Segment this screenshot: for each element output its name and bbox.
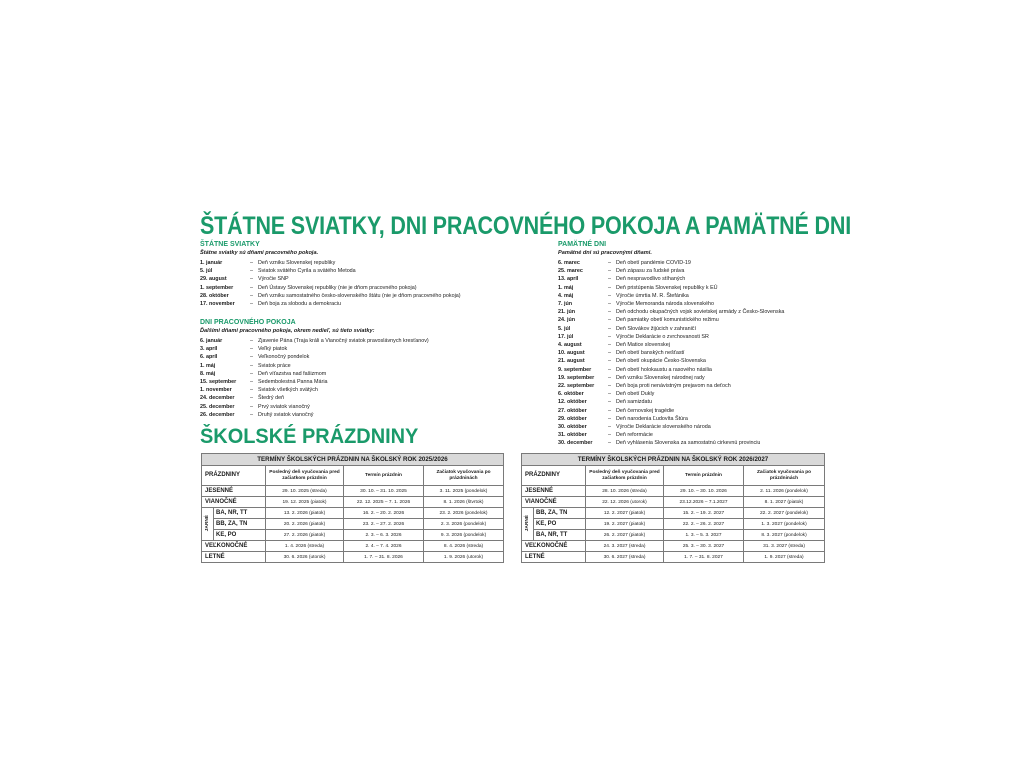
holiday-name: Veľký piatok xyxy=(258,346,288,353)
holiday-name: Výročie úmrtia M. R. Štefánika xyxy=(616,292,689,299)
start-cell: 1. 9. 2026 (utorok) xyxy=(424,552,504,563)
dash-separator: – xyxy=(250,379,253,386)
holiday-name: Prvý sviatok vianočný xyxy=(258,403,310,410)
holiday-name: Výročie Memoranda národa slovenského xyxy=(616,301,714,308)
holiday-name: Výročie Deklarácie o zvrchovanosti SR xyxy=(616,333,709,340)
table-row xyxy=(202,552,504,563)
table-row xyxy=(202,530,504,541)
start-cell: 9. 3. 2026 (pondelok) xyxy=(424,530,504,541)
holiday-date: 6. apríl xyxy=(200,354,218,361)
holiday-date: 29. august xyxy=(200,276,227,283)
dash-separator: – xyxy=(250,370,253,377)
start-cell: 8. 1. 2027 (piatok) xyxy=(744,497,825,508)
holiday-type-label: VIANOČNÉ xyxy=(522,497,586,508)
last-day-cell: 13. 2. 2026 (piatok) xyxy=(266,508,344,519)
list-item xyxy=(558,431,784,439)
dash-separator: – xyxy=(608,342,611,349)
region-label: BA, NR, TT xyxy=(534,530,586,541)
holiday-name: Deň boja za slobodu a demokraciu xyxy=(258,301,342,308)
term-cell: 29. 10. – 30. 10. 2026 xyxy=(664,486,744,497)
holiday-name: Deň zápasu za ľudské práva xyxy=(616,268,685,275)
start-cell: 1. 9. 2027 (streda) xyxy=(744,552,825,563)
holiday-name: Deň narodenia Ľudovíta Štúra xyxy=(616,415,688,422)
holiday-name: Deň obetí banských nešťastí xyxy=(616,350,685,357)
holiday-name: Štedrý deň xyxy=(258,395,285,402)
pracovny-heading: DNI PRACOVNÉHO POKOJA xyxy=(200,319,296,326)
list-item xyxy=(558,366,784,374)
dash-separator: – xyxy=(250,395,253,402)
dash-separator: – xyxy=(250,276,253,283)
jarne-text: JARNÉ xyxy=(525,514,530,532)
list-item xyxy=(558,374,784,382)
holiday-date: 10. august xyxy=(558,350,585,357)
term-cell: 16. 2. – 20. 2. 2026 xyxy=(344,508,424,519)
list-item xyxy=(200,353,429,361)
term-cell: 25. 3. – 30. 3. 2027 xyxy=(664,541,744,552)
holiday-date: 4. august xyxy=(558,342,582,349)
holiday-name: Deň víťazstva nad fašizmom xyxy=(258,370,327,377)
term-cell: 22. 2. – 26. 2. 2027 xyxy=(664,519,744,530)
holiday-name: Deň vzniku Slovenskej republiky xyxy=(258,260,336,266)
start-cell: 2. 11. 2026 (pondelok) xyxy=(744,486,825,497)
holiday-name: Deň vyhlásenia Slovenska za samostatnú cirkevnú provinciu xyxy=(616,440,761,447)
statne-heading: ŠTÁTNE SVIATKY xyxy=(200,241,260,248)
jarne-label xyxy=(522,508,534,541)
list-item xyxy=(558,284,784,292)
dash-separator: – xyxy=(608,415,611,422)
holiday-name: Deň reformácie xyxy=(616,432,653,439)
holiday-date: 6. október xyxy=(558,391,584,398)
last-day-cell: 19. 2. 2027 (piatok) xyxy=(586,519,664,530)
main-title: ŠTÁTNE SVIATKY, DNI PRACOVNÉHO POKOJA A PAMÄTNÉ DNI xyxy=(200,212,852,240)
school-holidays-title: ŠKOLSKÉ PRÁZDNINY xyxy=(200,425,419,448)
holiday-date: 24. jún xyxy=(558,317,576,324)
holiday-name: Deň černovskej tragédie xyxy=(616,407,675,414)
header-cell: Termín prázdnin xyxy=(344,466,424,486)
holiday-date: 1. september xyxy=(200,284,234,291)
pracovny-pokoj-section xyxy=(200,318,429,419)
holiday-date: 9. september xyxy=(558,366,592,373)
holiday-name: Deň samizdatu xyxy=(616,399,652,406)
holiday-type-label: JESENNÉ xyxy=(522,486,586,497)
table-row xyxy=(522,508,825,519)
holiday-date: 5. júl xyxy=(558,325,571,332)
last-day-cell: 20. 2. 2026 (piatok) xyxy=(266,519,344,530)
dash-separator: – xyxy=(608,301,611,308)
last-day-cell: 28. 10. 2026 (streda) xyxy=(586,486,664,497)
term-cell: 30. 10. – 31. 10. 2025 xyxy=(344,486,424,497)
list-item xyxy=(200,378,429,386)
holiday-name: Deň obetí pandémie COVID-19 xyxy=(616,260,691,266)
holiday-type-label: VEĽKONOČNÉ xyxy=(202,541,266,552)
holiday-name: Deň Ústavy Slovenskej republiky (nie je dňom pracovného pokoja) xyxy=(258,284,417,291)
term-cell: 2. 4. – 7. 4. 2026 xyxy=(344,541,424,552)
holiday-name: Deň Slovákov žijúcich v zahraničí xyxy=(616,325,696,332)
pamatne-desc: Pamätné dni sú pracovnými dňami. xyxy=(558,250,652,256)
dash-separator: – xyxy=(608,325,611,332)
list-item xyxy=(558,325,784,333)
table-row xyxy=(202,497,504,508)
holiday-date: 8. máj xyxy=(200,370,216,377)
holiday-date: 21. jún xyxy=(558,309,576,316)
term-cell: 23. 2. – 27. 2. 2026 xyxy=(344,519,424,530)
list-item xyxy=(200,386,429,394)
school-table-2026-2027 xyxy=(521,453,825,563)
holiday-name: Deň odchodu okupačných vojsk sovietskej armády z Česko-Slovenska xyxy=(616,309,785,316)
holiday-name: Deň vzniku Slovenskej národnej rady xyxy=(616,374,705,381)
header-holidays: PRÁZDNINY xyxy=(522,466,586,486)
statne-list xyxy=(200,259,461,308)
list-item xyxy=(200,362,429,370)
list-item xyxy=(558,292,784,300)
dash-separator: – xyxy=(608,268,611,275)
header-cell: Začiatok vyučovania po prázdninách xyxy=(424,466,504,486)
dash-separator: – xyxy=(608,284,611,291)
holiday-date: 6. marec xyxy=(558,260,580,266)
table-row xyxy=(522,497,825,508)
dash-separator: – xyxy=(250,284,253,291)
list-item xyxy=(558,398,784,406)
start-cell: 2. 3. 2026 (pondelok) xyxy=(424,519,504,530)
holiday-date: 1. január xyxy=(200,260,223,266)
start-cell: 8. 3. 2027 (pondelok) xyxy=(744,530,825,541)
start-cell: 22. 2. 2027 (pondelok) xyxy=(744,508,825,519)
dash-separator: – xyxy=(608,333,611,340)
holiday-name: Výročie Deklarácie slovenského národa xyxy=(616,424,711,431)
term-cell: 22. 12. 2025 – 7. 1. 2026 xyxy=(344,497,424,508)
holiday-date: 22. september xyxy=(558,383,595,390)
term-cell: 1. 7. – 31. 8. 2027 xyxy=(664,552,744,563)
list-item xyxy=(558,390,784,398)
list-item xyxy=(200,411,429,419)
table-caption-row xyxy=(522,454,825,466)
holiday-date: 28. október xyxy=(200,292,229,299)
dash-separator: – xyxy=(608,292,611,299)
holiday-date: 30. december xyxy=(558,440,593,447)
holiday-date: 12. október xyxy=(558,399,587,406)
dash-separator: – xyxy=(250,403,253,410)
table-row xyxy=(202,508,504,519)
last-day-cell: 30. 6. 2026 (utorok) xyxy=(266,552,344,563)
last-day-cell: 12. 2. 2027 (piatok) xyxy=(586,508,664,519)
list-item xyxy=(558,275,784,283)
dash-separator: – xyxy=(608,424,611,431)
pamatne-list xyxy=(558,259,784,448)
table-row xyxy=(522,541,825,552)
holiday-date: 31. október xyxy=(558,432,587,439)
pracovny-list xyxy=(200,337,429,419)
dash-separator: – xyxy=(250,387,253,394)
table-row xyxy=(522,530,825,541)
holiday-date: 25. december xyxy=(200,403,235,410)
holiday-name: Druhý sviatok vianočný xyxy=(258,411,314,418)
region-label: BB, ZA, TN xyxy=(214,519,266,530)
list-item xyxy=(200,275,461,283)
holiday-name: Deň nespravodlivo stíhaných xyxy=(616,276,686,283)
holiday-date: 21. august xyxy=(558,358,585,365)
list-item xyxy=(558,382,784,390)
table-header-row xyxy=(202,466,504,486)
jarne-label xyxy=(202,508,214,541)
term-cell: 15. 2. – 19. 2. 2027 xyxy=(664,508,744,519)
start-cell: 23. 2. 2026 (pondelok) xyxy=(424,508,504,519)
statne-desc: Štátne sviatky sú dňami pracovného pokoja. xyxy=(200,250,319,256)
holiday-date: 17. júl xyxy=(558,333,574,340)
holiday-name: Sviatok práce xyxy=(258,362,291,369)
last-day-cell: 26. 2. 2027 (piatok) xyxy=(586,530,664,541)
list-item xyxy=(200,292,461,300)
dash-separator: – xyxy=(608,391,611,398)
last-day-cell: 24. 3. 2027 (streda) xyxy=(586,541,664,552)
last-day-cell: 27. 2. 2026 (piatok) xyxy=(266,530,344,541)
holiday-type-label: JESENNÉ xyxy=(202,486,266,497)
term-cell: 23.12.2026 – 7.1.2027 xyxy=(664,497,744,508)
list-item xyxy=(558,423,784,431)
region-label: KE, PO xyxy=(534,519,586,530)
list-item xyxy=(558,300,784,308)
list-item xyxy=(558,267,784,275)
list-item xyxy=(558,316,784,324)
dash-separator: – xyxy=(250,346,253,353)
last-day-cell: 30. 6. 2027 (streda) xyxy=(586,552,664,563)
holiday-date: 25. marec xyxy=(558,268,583,275)
dash-separator: – xyxy=(250,292,253,299)
holiday-type-label: LETNÉ xyxy=(522,552,586,563)
pracovny-desc: Ďalšími dňami pracovného pokoja, okrem nedieľ, sú tieto sviatky: xyxy=(200,328,375,334)
holiday-date: 26. december xyxy=(200,411,235,418)
list-item xyxy=(558,259,784,267)
table-header-row xyxy=(522,466,825,486)
dash-separator: – xyxy=(250,411,253,418)
holiday-name: Deň Matice slovenskej xyxy=(616,342,670,349)
dash-separator: – xyxy=(608,260,611,266)
dash-separator: – xyxy=(608,358,611,365)
table-row xyxy=(202,486,504,497)
list-item xyxy=(558,308,784,316)
list-item xyxy=(558,357,784,365)
table-row xyxy=(202,541,504,552)
table-row xyxy=(522,519,825,530)
holiday-date: 3. apríl xyxy=(200,346,218,353)
list-item xyxy=(558,333,784,341)
dash-separator: – xyxy=(608,309,611,316)
term-cell: 2. 3. – 6. 3. 2026 xyxy=(344,530,424,541)
region-label: BA, NR, TT xyxy=(214,508,266,519)
start-cell: 1. 3. 2027 (pondelok) xyxy=(744,519,825,530)
holiday-name: Deň obetí Dukly xyxy=(616,391,655,398)
start-cell: 3. 11. 2025 (pondelok) xyxy=(424,486,504,497)
header-cell: Začiatok vyučovania po prázdninách xyxy=(744,466,825,486)
list-item xyxy=(558,407,784,415)
last-day-cell: 22. 12. 2026 (utorok) xyxy=(586,497,664,508)
holiday-name: Veľkonočný pondelok xyxy=(258,354,310,361)
list-item xyxy=(200,394,429,402)
dash-separator: – xyxy=(608,317,611,324)
region-label: KE, PO xyxy=(214,530,266,541)
holiday-name: Sviatok všetkých svätých xyxy=(258,387,318,394)
dash-separator: – xyxy=(250,354,253,361)
dash-separator: – xyxy=(250,260,253,266)
list-item xyxy=(558,341,784,349)
list-item xyxy=(558,349,784,357)
dash-separator: – xyxy=(608,374,611,381)
holiday-date: 19. september xyxy=(558,374,595,381)
holiday-name: Výročie SNP xyxy=(258,276,289,283)
dash-separator: – xyxy=(250,301,253,308)
list-item xyxy=(200,345,429,353)
holiday-name: Deň obetí holokaustu a rasového násilia xyxy=(616,366,712,373)
dash-separator: – xyxy=(608,407,611,414)
term-cell: 1. 7. – 31. 8. 2026 xyxy=(344,552,424,563)
holiday-date: 15. september xyxy=(200,379,237,386)
list-item xyxy=(200,370,429,378)
list-item xyxy=(200,267,461,275)
start-cell: 31. 3. 2027 (streda) xyxy=(744,541,825,552)
header-holidays: PRÁZDNINY xyxy=(202,466,266,486)
holiday-date: 27. október xyxy=(558,407,587,414)
school-table-2025-2026 xyxy=(201,453,504,563)
region-label: BB, ZA, TN xyxy=(534,508,586,519)
dash-separator: – xyxy=(608,440,611,447)
pamatne-heading: PAMÄTNÉ DNI xyxy=(558,241,607,248)
table-caption-row xyxy=(202,454,504,466)
holiday-date: 7. jún xyxy=(558,301,573,308)
holiday-type-label: VEĽKONOČNÉ xyxy=(522,541,586,552)
dash-separator: – xyxy=(250,268,253,275)
holiday-date: 13. apríl xyxy=(558,276,579,283)
holiday-name: Sviatok svätého Cyrila a svätého Metoda xyxy=(258,268,356,275)
holiday-date: 29. október xyxy=(558,415,587,422)
holiday-date: 24. december xyxy=(200,395,235,402)
dash-separator: – xyxy=(608,399,611,406)
header-cell: Posledný deň vyučovania pred začiatkom prázdnin xyxy=(586,466,664,486)
holiday-name: Deň vzniku samostatného česko-slovenského štátu (nie je dňom pracovného pokoja) xyxy=(258,292,461,299)
dash-separator: – xyxy=(608,276,611,283)
dash-separator: – xyxy=(608,350,611,357)
list-item xyxy=(200,337,429,345)
table-caption: TERMÍNY ŠKOLSKÝCH PRÁZDNIN NA ŠKOLSKÝ ROK 2026/2027 xyxy=(522,454,825,466)
start-cell: 8. 4. 2026 (streda) xyxy=(424,541,504,552)
table-caption: TERMÍNY ŠKOLSKÝCH PRÁZDNIN NA ŠKOLSKÝ ROK 2025/2026 xyxy=(202,454,504,466)
header-cell: Termín prázdnin xyxy=(664,466,744,486)
holiday-name: Deň boja proti nenávistným prejavom na deťoch xyxy=(616,383,731,390)
header-cell: Posledný deň vyučovania pred začiatkom prázdnin xyxy=(266,466,344,486)
start-cell: 8. 1. 2026 (štvrtok) xyxy=(424,497,504,508)
pamatne-dni-section xyxy=(558,240,784,448)
last-day-cell: 19. 12. 2025 (piatok) xyxy=(266,497,344,508)
dash-separator: – xyxy=(608,383,611,390)
dash-separator: – xyxy=(250,338,253,344)
holiday-date: 1. máj xyxy=(200,362,216,369)
dash-separator: – xyxy=(608,432,611,439)
last-day-cell: 29. 10. 2025 (streda) xyxy=(266,486,344,497)
holiday-date: 6. január xyxy=(200,338,223,344)
holiday-date: 30. október xyxy=(558,424,587,431)
list-item xyxy=(558,439,784,447)
holiday-date: 17. november xyxy=(200,301,235,308)
holiday-date: 1. máj xyxy=(558,284,574,291)
table-row xyxy=(522,552,825,563)
dash-separator: – xyxy=(250,362,253,369)
holiday-type-label: LETNÉ xyxy=(202,552,266,563)
term-cell: 1. 3. – 5. 3. 2027 xyxy=(664,530,744,541)
list-item xyxy=(200,403,429,411)
list-item xyxy=(200,300,461,308)
holiday-name: Deň obetí okupácie Česko-Slovenska xyxy=(616,358,706,365)
holiday-date: 4. máj xyxy=(558,292,574,299)
statne-sviatky-section xyxy=(200,240,461,308)
list-item xyxy=(558,415,784,423)
holiday-name: Sedembolestná Panna Mária xyxy=(258,379,328,386)
holiday-name: Deň pristúpenia Slovenskej republiky k EÚ xyxy=(616,284,718,291)
jarne-text: JARNÉ xyxy=(205,514,210,532)
holiday-date: 1. november xyxy=(200,387,232,394)
table-row xyxy=(202,519,504,530)
holiday-type-label: VIANOČNÉ xyxy=(202,497,266,508)
holiday-date: 5. júl xyxy=(200,268,213,275)
holiday-name: Deň pamiatky obetí komunistického režimu xyxy=(616,317,719,324)
list-item xyxy=(200,284,461,292)
holiday-name: Zjavenie Pána (Traja králi a Vianočný sviatok pravoslávnych kresťanov) xyxy=(258,338,429,344)
dash-separator: – xyxy=(608,366,611,373)
last-day-cell: 1. 4. 2026 (streda) xyxy=(266,541,344,552)
list-item xyxy=(200,259,461,267)
table-row xyxy=(522,486,825,497)
